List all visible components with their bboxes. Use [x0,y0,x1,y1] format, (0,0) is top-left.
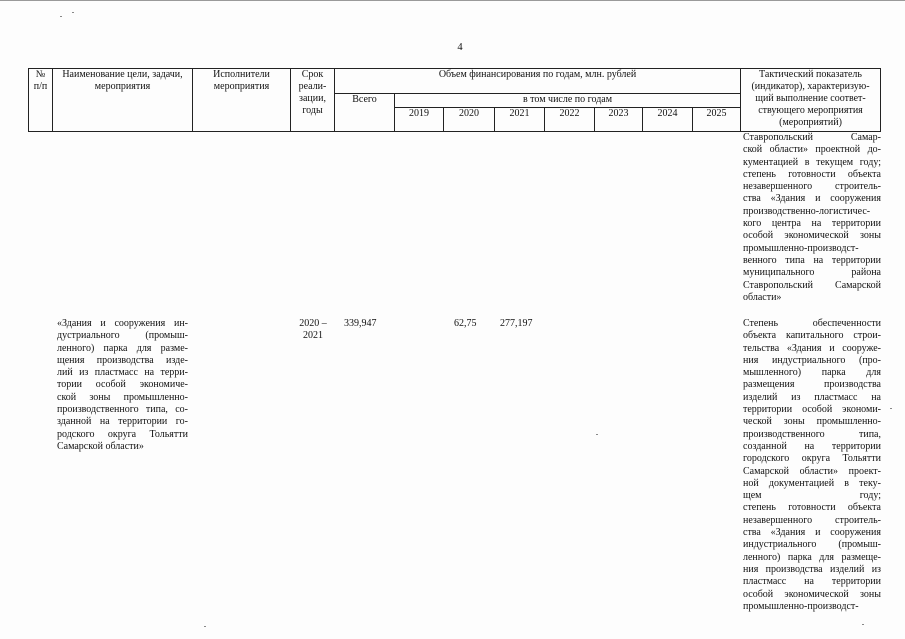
text-line: объекта капитального строи- [743,330,881,342]
text-line: Ставропольский Самарской [743,279,881,291]
text-line: кументацией в текущем году; [743,156,881,168]
header-year: 2019 [395,108,444,132]
text-line: тельства «Здания и сооруже- [743,342,881,354]
text-line: Степень обеспеченности [743,318,881,329]
text-line: городского округа Тольятти [743,453,881,465]
scan-speck [890,408,892,409]
text-line: Самарской области» [57,440,144,452]
row-indicator-text [743,318,881,613]
header-year: 2024 [643,108,693,132]
text-line: незавершенного строитель- [743,514,881,526]
header-including: в том числе по годам [395,94,741,108]
scan-speck [596,434,598,435]
text-line: кого центра на территории [743,218,881,230]
text-line: «Здания и сооружения ин- [57,318,188,329]
text-line: мышленного) парка для [743,367,881,379]
header-year: 2025 [693,108,741,132]
text-line: производственно-логистичес- [743,205,871,217]
row-total: 339,947 [344,318,377,329]
header-year: 2021 [495,108,545,132]
header-number: № п/п [29,69,53,132]
text-line: ской области» проектной до- [743,144,881,156]
text-line: территории особой экономи- [743,404,881,416]
text-line: щения производства изде- [57,354,188,366]
row-2021: 277,197 [500,318,533,329]
text-line: созданной на территории [743,440,881,452]
text-line: дустриального (промыш- [57,330,188,342]
page-number: 4 [457,42,463,53]
text-line: особой экономической зоны [743,588,881,600]
text-line: степень готовности объекта [743,502,881,514]
text-line: ства «Здания и сооружения [743,527,881,539]
text-line: незавершенного строитель- [743,181,881,193]
header-year: 2023 [595,108,643,132]
text-line: индустриального (промыш- [743,539,881,551]
header-indicator: Тактический показатель (индикатор), характеризую- щий выполнение соответ- ствующего мероприятия (мероприятий) [741,69,881,132]
text-line: Самарской области» проект- [743,465,881,477]
header-year: 2022 [545,108,595,132]
header-term: Срок реали- зации, годы [291,69,335,132]
text-line: ленного) парка для разме- [57,342,188,354]
text-line: лий из пластмасс на терри- [57,367,188,379]
text-line: пластмасс на территории [743,576,881,588]
scan-top-edge [0,0,905,1]
table-header [28,68,881,132]
text-line: ческой зоны промышленно- [743,416,881,428]
scan-speck [72,12,74,13]
text-line: размещения производства [743,379,881,391]
text-line: ства «Здания и сооружения [743,193,881,205]
row-term: 2020 – 2021 [299,318,327,341]
text-line: области» [743,291,782,303]
text-line: изделий из пластмасс на [743,391,881,403]
scan-speck [60,16,62,17]
continued-indicator-text [743,132,881,304]
text-line: особой экономической зоны [743,230,881,242]
scan-speck [204,626,206,627]
text-line: ленного) парка для размеще- [743,551,881,563]
row-name-text [57,318,188,453]
text-line: ния производства изделий из [743,563,881,575]
text-line: Ставропольский Самар- [743,132,881,143]
header-year: 2020 [444,108,495,132]
text-line: тории особой экономиче- [57,379,188,391]
header-total: Всего [335,94,395,132]
text-line: ния индустриального (про- [743,354,881,366]
text-line: зданной на территории го- [57,416,188,428]
text-line: муниципального района [743,267,881,279]
text-line: промышленно-производст- [743,242,859,254]
text-line: ной документацией в теку- [743,477,881,489]
text-line: ской зоны промышленно- [57,391,188,403]
text-line: промышленно-производст- [743,600,859,612]
text-line: производственного типа, со- [57,404,188,416]
row-2020: 62,75 [454,318,477,329]
scan-speck [862,624,864,625]
text-line: производственного типа, [743,428,881,440]
text-line: родского округа Тольятти [57,428,188,440]
text-line: степень готовности объекта [743,168,881,180]
text-line: венного типа на территории [743,254,881,266]
header-name: Наименование цели, задачи, мероприятия [53,69,193,132]
header-executors: Исполнители мероприятия [193,69,291,132]
header-financing: Объем финансирования по годам, млн. рублей [335,69,741,94]
text-line: щем году; [743,490,881,502]
